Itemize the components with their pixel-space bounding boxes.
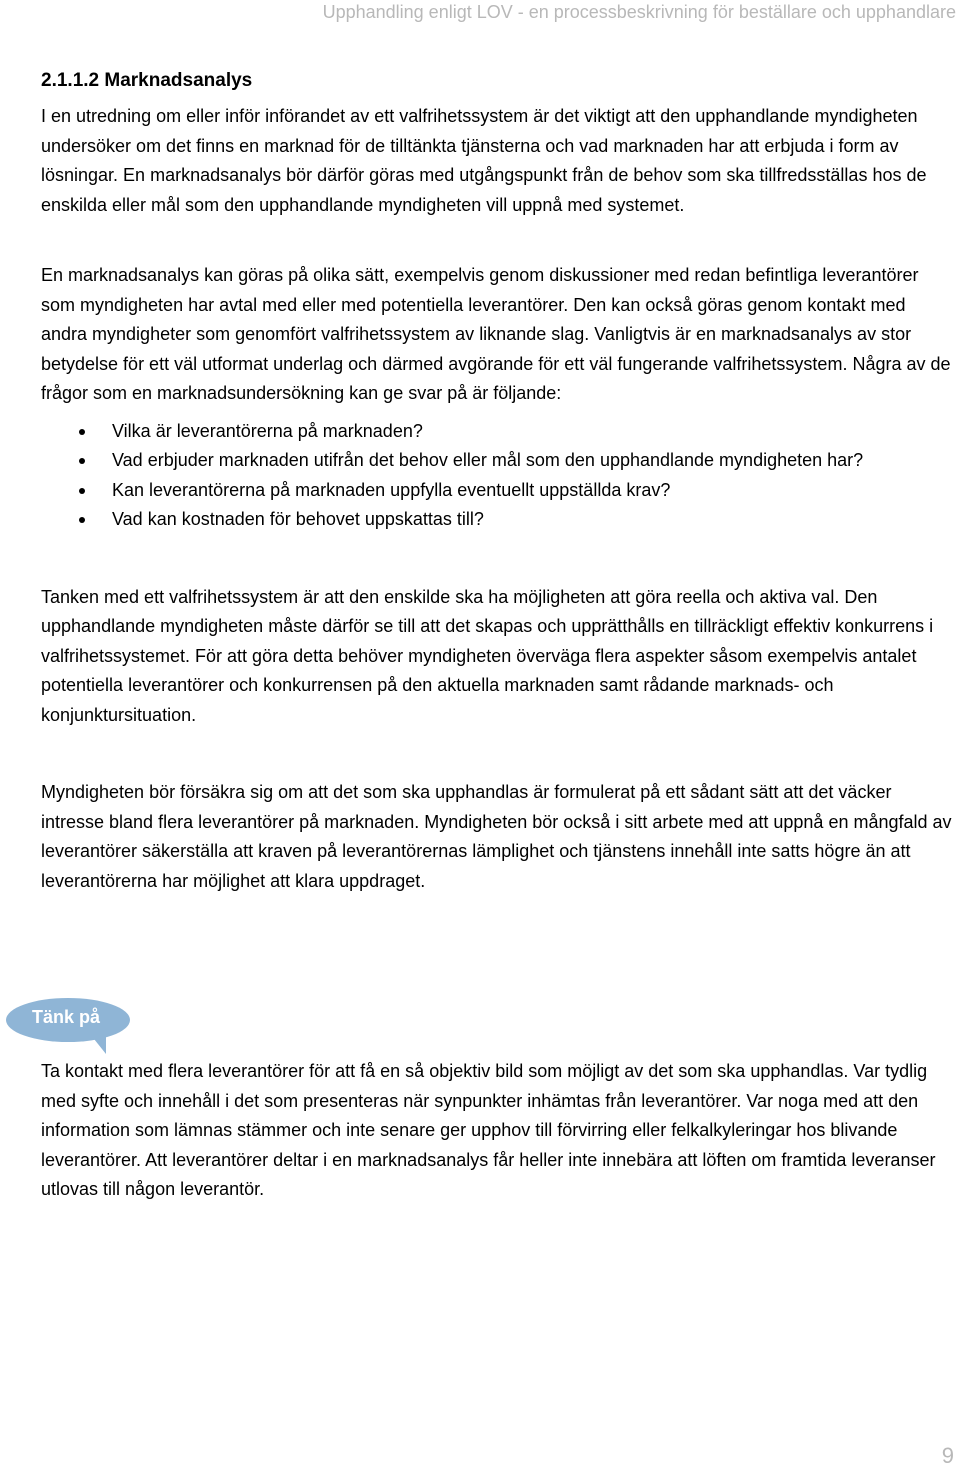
think-about-callout: [6, 998, 130, 1056]
bullet-icon: [79, 517, 85, 523]
running-header: Upphandling enligt LOV - en processbeskrivning för beställare och upphandlare: [322, 2, 956, 22]
question-list: [41, 417, 956, 535]
list-item: [41, 446, 956, 476]
section-heading: 2.1.1.2 Marknadsanalys: [41, 70, 253, 91]
page-number: 9: [941, 1443, 954, 1468]
diversity-paragraph: Myndigheten bör försäkra sig om att det som ska upphandlas är formulerat på ett sådant sätt att det väcker intresse bland flera leverantörer på marknaden. Myndigheten bör också i sitt arbete med att uppnå en mångfald av leverantörer säkerställa att kraven på leverantörernas lämplighet och tjänstens innehåll inte satts högre än att leverantörerna har möjlighet att klara uppdraget.: [41, 782, 952, 891]
list-item-text: Kan leverantörerna på marknaden uppfylla eventuellt uppställda krav?: [112, 479, 671, 500]
list-item: [41, 505, 956, 535]
methods-paragraph: En marknadsanalys kan göras på olika sätt, exempelvis genom diskussioner med redan befintliga leverantörer som myndigheten har avtal med eller med potentiella leverantörer. Den kan också göras genom kontakt med andra myndigheter som genomfört valfrihetssystem av liknande slag. Vanligtvis är en marknadsanalys av stor betydelse för ett väl utformat underlag och därmed avgörande för ett väl fungerande valfrihetssystem. Några av de frågor som en marknadsundersökning kan ge svar på är följande:: [41, 265, 951, 403]
list-item-text: Vilka är leverantörerna på marknaden?: [112, 420, 423, 441]
intro-paragraph: I en utredning om eller inför införandet av ett valfrihetssystem är det viktigt att den upphandlande myndigheten undersöker om det finns en marknad för de tilltänkta tjänsterna och vad marknaden har att erbjuda i form av lösningar. En marknadsanalys bör därför göras med utgångspunkt från de behov som ska tillfredsställas hos de enskilda eller mål som den upphandlande myndigheten vill uppnå med systemet.: [41, 106, 927, 215]
bullet-icon: [79, 429, 85, 435]
bullet-icon: [79, 488, 85, 494]
competition-paragraph: Tanken med ett valfrihetssystem är att den enskilde ska ha möjligheten att göra reella och aktiva val. Den upphandlande myndigheten måste därför se till att det skapas och upprätthålls en tillräckligt effektiv konkurrens i valfrihetssystemet. För att göra detta behöver myndigheten överväga flera aspekter såsom exempelvis antalet potentiella leverantörer och konkurrensen på den aktuella marknaden samt rådande marknads- och konjunktursituation.: [41, 586, 934, 725]
bullet-icon: [79, 458, 85, 464]
callout-body: [41, 1057, 956, 1205]
list-item: [41, 417, 956, 447]
callout-text: Ta kontakt med flera leverantörer för att få en så objektiv bild som möjligt av det som ska upphandlas. Var tydlig med syfte och innehåll i det som presenteras när synpunkter inhämtas från leverantörer. Var noga med att den information som lämnas stämmer och inte senare ger upphov till förvirring eller felkalkyleringar hos blivande leverantörer. Att leverantörer deltar i en marknadsanalys får heller inte innebära att löften om framtida leveranser utlovas till någon leverantör.: [41, 1061, 936, 1199]
list-item-text: Vad erbjuder marknaden utifrån det behov eller mål som den upphandlande myndigheten har?: [112, 450, 864, 470]
page-content: [41, 66, 956, 896]
list-item-text: Vad kan kostnaden för behovet uppskattas till?: [112, 509, 484, 529]
callout-label: Tänk på: [31, 1007, 101, 1027]
list-item: [41, 476, 956, 506]
